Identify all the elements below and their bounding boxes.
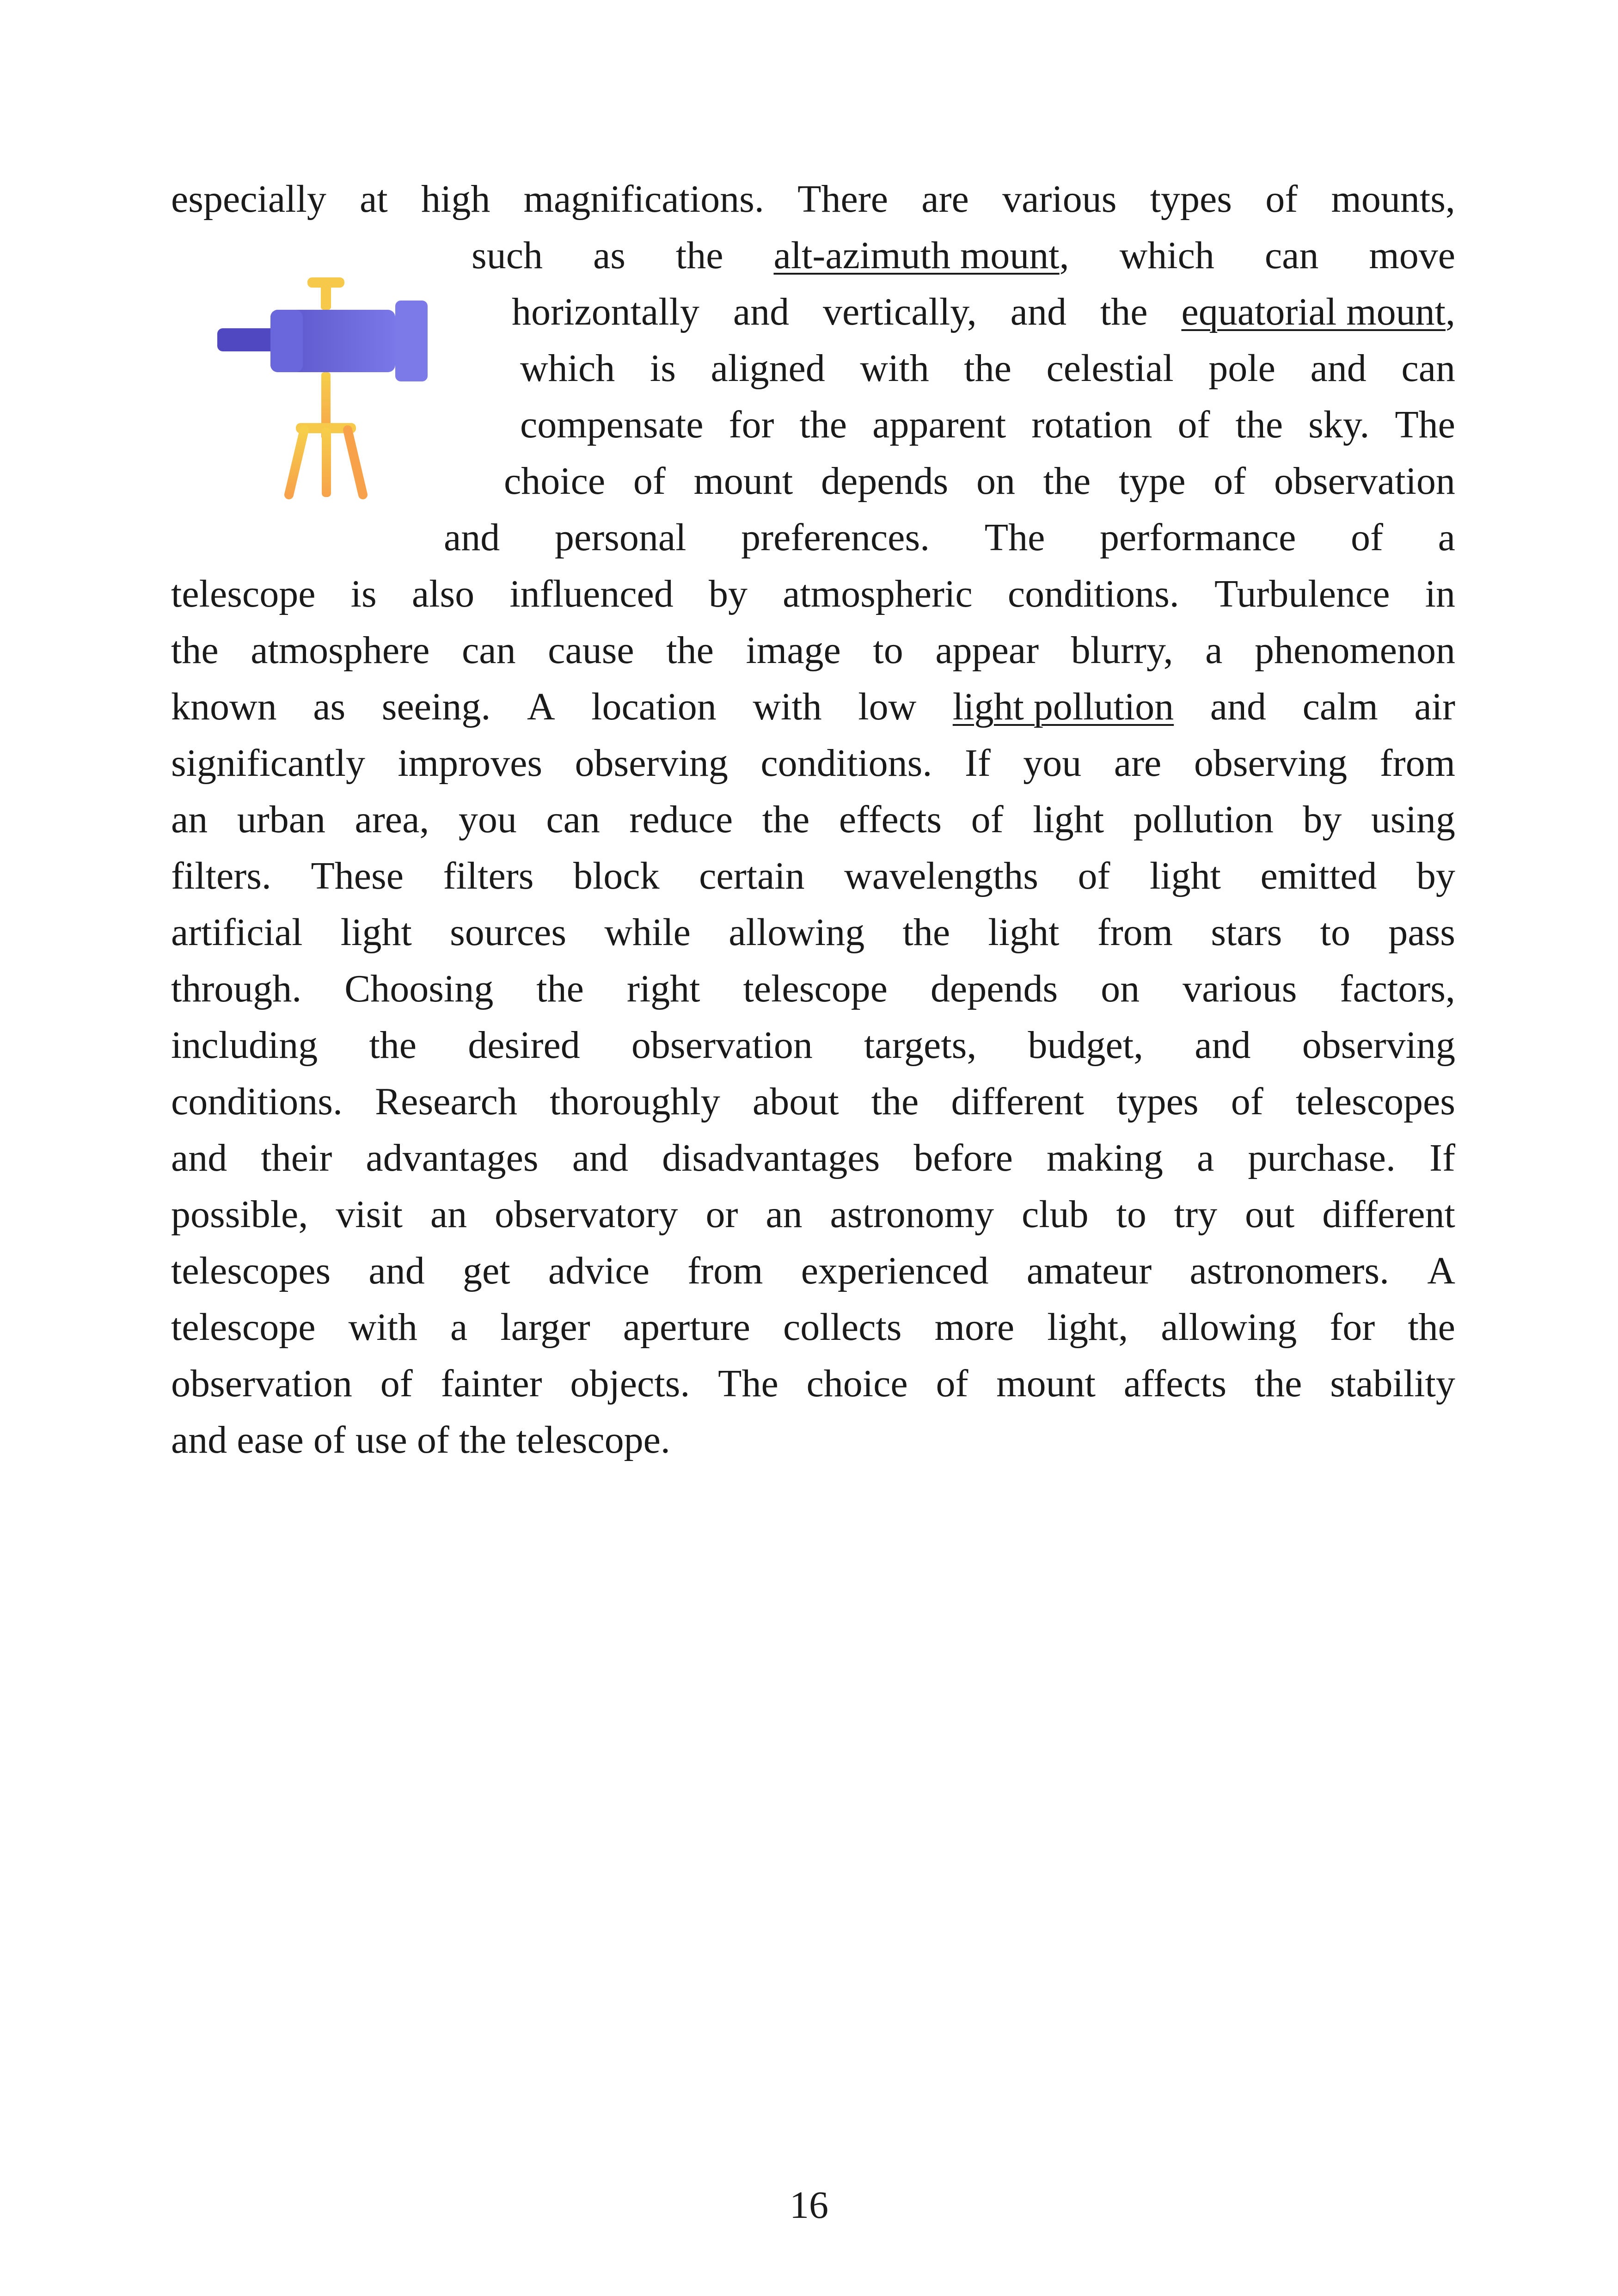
- word: reduce: [629, 798, 733, 841]
- word: preferences.: [741, 516, 930, 559]
- word: personal: [554, 516, 686, 559]
- word: and: [444, 516, 500, 559]
- word: These: [311, 854, 404, 897]
- word: at: [360, 178, 388, 221]
- word: the: [171, 629, 219, 672]
- text-line: [171, 961, 1455, 1017]
- word: conditions.: [760, 742, 932, 785]
- word: filters.: [171, 854, 271, 897]
- telescope-icon: [213, 275, 444, 506]
- word: telescopes: [1295, 1080, 1455, 1123]
- word: aperture: [623, 1306, 750, 1349]
- word: light: [988, 911, 1060, 954]
- word: observation: [631, 1024, 813, 1067]
- word: to: [1320, 911, 1350, 954]
- word: celestial: [1046, 347, 1174, 390]
- word: in: [1425, 572, 1455, 615]
- word: depends: [930, 967, 1058, 1010]
- word: [953, 679, 1174, 735]
- word: more: [934, 1306, 1015, 1349]
- word: amateur: [1026, 1249, 1152, 1292]
- word: types: [1116, 1080, 1199, 1123]
- word: objects.: [570, 1362, 690, 1405]
- word: you: [458, 798, 517, 841]
- word: the: [1235, 403, 1283, 446]
- word: image: [746, 629, 841, 672]
- word: calm: [1302, 685, 1378, 728]
- word: light,: [1047, 1306, 1128, 1349]
- word: mount: [693, 460, 793, 503]
- word: and: [572, 1136, 628, 1179]
- word: about: [752, 1080, 839, 1123]
- word: of: [1351, 516, 1383, 559]
- word: are: [921, 178, 969, 221]
- word: telescope: [171, 1306, 316, 1349]
- word: wavelengths: [844, 854, 1038, 897]
- word: thoroughly: [550, 1080, 720, 1123]
- word: The: [718, 1362, 778, 1405]
- text-line: [171, 1074, 1455, 1130]
- word: can: [462, 629, 516, 672]
- word: mount: [996, 1362, 1096, 1405]
- word: and: [1310, 347, 1367, 390]
- word: of: [380, 1362, 413, 1405]
- word: of: [936, 1362, 968, 1405]
- word: magnifications.: [523, 178, 764, 221]
- word: of: [1177, 403, 1210, 446]
- word: from: [687, 1249, 763, 1292]
- word: aligned: [711, 347, 825, 390]
- word: advice: [548, 1249, 650, 1292]
- word: telescope.: [516, 1418, 670, 1461]
- word: of: [313, 1418, 346, 1461]
- word: use: [355, 1418, 407, 1461]
- word: right: [626, 967, 700, 1010]
- word: on: [976, 460, 1015, 503]
- word: atmospheric: [783, 572, 973, 615]
- text-line: [171, 1356, 1455, 1412]
- word: a: [450, 1306, 468, 1349]
- text-line: [171, 1243, 1455, 1299]
- word: phenomenon: [1255, 629, 1455, 672]
- word: There: [797, 178, 888, 221]
- word: the: [799, 403, 847, 446]
- word: the: [1254, 1362, 1302, 1405]
- word: sources: [450, 911, 567, 954]
- text-line: [171, 848, 1455, 904]
- word: astronomy: [830, 1193, 994, 1236]
- word: pass: [1388, 911, 1455, 954]
- text-line: [171, 904, 1455, 961]
- word: observing: [1302, 1024, 1455, 1067]
- word: out: [1244, 1193, 1295, 1236]
- word: A: [1427, 1249, 1455, 1292]
- text-line: [171, 510, 1455, 566]
- text-line: [171, 679, 1455, 735]
- word: can: [1264, 234, 1319, 277]
- text-line: [171, 1186, 1455, 1243]
- word: the: [369, 1024, 417, 1067]
- word: an: [430, 1193, 467, 1236]
- word: certain: [699, 854, 805, 897]
- word: with: [860, 347, 929, 390]
- word: horizontally: [512, 290, 699, 333]
- text-line: [171, 1299, 1455, 1356]
- word: of: [1231, 1080, 1263, 1123]
- word: pollution: [1133, 798, 1274, 841]
- word: seeing.: [381, 685, 491, 728]
- word: can: [1401, 347, 1455, 390]
- word: by: [1303, 798, 1342, 841]
- word: get: [462, 1249, 510, 1292]
- word: targets,: [864, 1024, 977, 1067]
- word: equatorial mount,: [1181, 284, 1455, 340]
- word: the: [964, 347, 1011, 390]
- word: including: [171, 1024, 318, 1067]
- word: from: [1379, 742, 1455, 785]
- word: significantly: [171, 742, 365, 785]
- word: while: [604, 911, 691, 954]
- word: purchase.: [1248, 1136, 1396, 1179]
- word: The: [984, 516, 1045, 559]
- word: the: [459, 1418, 507, 1461]
- word: light: [1149, 854, 1221, 897]
- word: using: [1371, 798, 1455, 841]
- word: choice: [504, 460, 606, 503]
- word: for: [1330, 1306, 1375, 1349]
- word: by: [1416, 854, 1455, 897]
- word: artificial: [171, 911, 303, 954]
- word: area,: [355, 798, 429, 841]
- word: is: [350, 572, 377, 615]
- word: astronomers.: [1189, 1249, 1390, 1292]
- word: stars: [1211, 911, 1282, 954]
- word: through.: [171, 967, 302, 1010]
- word: as: [313, 685, 346, 728]
- word: observation: [171, 1362, 352, 1405]
- word: of: [1265, 178, 1298, 221]
- word: affects: [1123, 1362, 1227, 1405]
- word: known: [171, 685, 277, 728]
- word: visit: [336, 1193, 403, 1236]
- word: Research: [375, 1080, 517, 1123]
- word: vertically,: [823, 290, 977, 333]
- word: low: [858, 685, 917, 728]
- word: the: [675, 234, 723, 277]
- word: telescope: [743, 967, 888, 1010]
- word: budget,: [1028, 1024, 1144, 1067]
- word: sky.: [1308, 403, 1370, 446]
- word: move: [1369, 234, 1455, 277]
- word: of: [633, 460, 666, 503]
- word: Choosing: [344, 967, 494, 1010]
- word: a: [1438, 516, 1455, 559]
- word: the: [902, 911, 950, 954]
- word: various: [1183, 967, 1297, 1010]
- word: filters: [443, 854, 534, 897]
- word: is: [650, 347, 676, 390]
- word: and: [368, 1249, 425, 1292]
- word: Turbulence: [1214, 572, 1390, 615]
- word: emitted: [1260, 854, 1377, 897]
- word: depends: [821, 460, 949, 503]
- word: advantages: [366, 1136, 539, 1179]
- word: telescope: [171, 572, 316, 615]
- word: and: [1010, 290, 1066, 333]
- word: and: [1210, 685, 1267, 728]
- word: also: [411, 572, 475, 615]
- page-number: 16: [790, 2184, 828, 2227]
- word: high: [421, 178, 490, 221]
- word: which: [1119, 234, 1214, 277]
- word: urban: [237, 798, 326, 841]
- word: apparent: [872, 403, 1006, 446]
- word: blurry,: [1071, 629, 1173, 672]
- word: an: [766, 1193, 803, 1236]
- word: A: [527, 685, 555, 728]
- word: the: [1100, 290, 1148, 333]
- word: disadvantages: [662, 1136, 880, 1179]
- word: rotation: [1031, 403, 1152, 446]
- word: a: [1205, 629, 1223, 672]
- word: influenced: [509, 572, 674, 615]
- word: and: [1195, 1024, 1251, 1067]
- word: for: [729, 403, 774, 446]
- text-line: [171, 1412, 1455, 1468]
- word: of: [1214, 460, 1246, 503]
- word: allowing: [729, 911, 865, 954]
- underlined-term: equatorial mount: [1181, 290, 1446, 333]
- text-line: [171, 792, 1455, 848]
- word: the: [1043, 460, 1091, 503]
- word: telescopes: [171, 1249, 331, 1292]
- underlined-term: alt-azimuth mount: [773, 234, 1060, 277]
- word: their: [261, 1136, 332, 1179]
- word: or: [705, 1193, 738, 1236]
- underlined-term: light pollution: [952, 685, 1174, 728]
- word: before: [913, 1136, 1013, 1179]
- word: different: [951, 1080, 1085, 1123]
- word: collects: [783, 1306, 902, 1349]
- word: mounts,: [1331, 178, 1455, 221]
- word: cause: [548, 629, 634, 672]
- word: various: [1002, 178, 1117, 221]
- word: an: [171, 798, 208, 841]
- word: making: [1046, 1136, 1163, 1179]
- word: light: [340, 911, 412, 954]
- word: ease: [237, 1418, 304, 1461]
- word: effects: [839, 798, 942, 841]
- text-line: [171, 735, 1455, 792]
- word: with: [348, 1306, 417, 1349]
- word: factors,: [1340, 967, 1455, 1010]
- word: as: [593, 234, 625, 277]
- word: observing: [1194, 742, 1348, 785]
- word: The: [1395, 403, 1455, 446]
- word: of: [971, 798, 1004, 841]
- word: of: [417, 1418, 449, 1461]
- word: fainter: [441, 1362, 542, 1405]
- word: and: [171, 1136, 227, 1179]
- word: air: [1414, 685, 1455, 728]
- word: can: [546, 798, 600, 841]
- text-line: [171, 171, 1455, 227]
- word: desired: [468, 1024, 580, 1067]
- word: allowing: [1161, 1306, 1297, 1349]
- word: conditions.: [1007, 572, 1179, 615]
- word: observing: [575, 742, 728, 785]
- word: a: [1197, 1136, 1214, 1179]
- word: observatory: [495, 1193, 678, 1236]
- word: to: [873, 629, 903, 672]
- word: on: [1101, 967, 1140, 1010]
- word: appear: [935, 629, 1039, 672]
- word: especially: [171, 178, 326, 221]
- text-line: [171, 566, 1455, 622]
- word: try: [1174, 1193, 1218, 1236]
- word: conditions.: [171, 1080, 343, 1123]
- word: larger: [500, 1306, 590, 1349]
- word: and: [733, 290, 790, 333]
- word: the: [666, 629, 714, 672]
- word: If: [1429, 1136, 1455, 1179]
- text-line: [171, 1017, 1455, 1074]
- word: the: [871, 1080, 919, 1123]
- word: light: [1033, 798, 1104, 841]
- word: from: [1097, 911, 1173, 954]
- word: you: [1023, 742, 1082, 785]
- word: are: [1114, 742, 1162, 785]
- word: the: [536, 967, 584, 1010]
- word: location: [591, 685, 717, 728]
- word: alt-azimuth mount,: [773, 227, 1069, 284]
- word: choice: [806, 1362, 908, 1405]
- word: such: [472, 234, 543, 277]
- word: the: [762, 798, 810, 841]
- word: performance: [1100, 516, 1296, 559]
- word: If: [964, 742, 991, 785]
- word: by: [708, 572, 748, 615]
- word: to: [1116, 1193, 1146, 1236]
- word: possible,: [171, 1193, 308, 1236]
- word: and: [171, 1418, 227, 1461]
- word: atmosphere: [251, 629, 430, 672]
- word: improves: [398, 742, 543, 785]
- word: block: [573, 854, 660, 897]
- word: which: [520, 347, 615, 390]
- word: of: [1078, 854, 1110, 897]
- word: different: [1322, 1193, 1455, 1236]
- text-line: [171, 1130, 1455, 1186]
- text-line: [171, 622, 1455, 679]
- word: compensate: [520, 403, 704, 446]
- word: club: [1022, 1193, 1089, 1236]
- word: the: [1408, 1306, 1455, 1349]
- word: with: [753, 685, 822, 728]
- word: experienced: [801, 1249, 989, 1292]
- word: type: [1118, 460, 1186, 503]
- word: stability: [1330, 1362, 1455, 1405]
- word: pole: [1208, 347, 1275, 390]
- word: observation: [1274, 460, 1455, 503]
- word: types: [1150, 178, 1232, 221]
